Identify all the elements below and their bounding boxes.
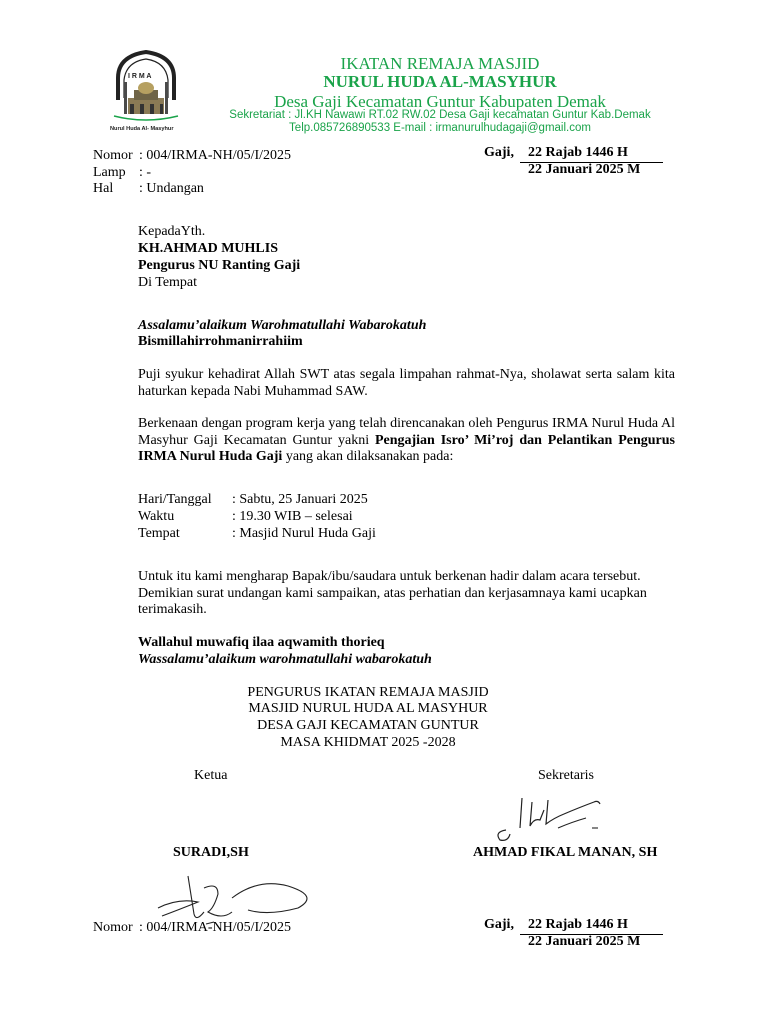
hal-label: Hal: [93, 181, 114, 196]
org-contact: Telp.085726890533 E-mail : irmanurulhudagaji@gmail.com: [289, 122, 591, 134]
event-row: [138, 509, 675, 526]
event-value: : 19.30 WIB – selesai: [232, 509, 353, 524]
org-name-line1: IKATAN REMAJA MASJID: [340, 54, 540, 73]
footer-date-masehi: 22 Januari 2025 M: [528, 934, 641, 949]
purpose-text-c: yang akan dilaksanakan pada:: [282, 449, 454, 464]
footer-date-hijri: 22 Rajab 1446 H: [520, 917, 663, 935]
meta-nomor: [93, 148, 291, 165]
recipient-greeting: KepadaYth.: [138, 224, 206, 239]
irma-logo: [104, 48, 188, 138]
footer-nomor: [93, 920, 291, 937]
secretary-name: AHMAD FIKAL MANAN, SH: [473, 845, 658, 860]
date-city: Gaji,: [484, 145, 514, 160]
purpose-event-name: Pengajian Isro’ Mi’roj dan Pelantikan Pengurus IRMA Nurul Huda Gaji: [138, 432, 675, 464]
org-address: Sekretariat : Jl.KH Nawawi RT.02 RW.02 Desa Gaji kecamatan Guntur Kab.Demak: [229, 109, 651, 121]
committee-line3: DESA GAJI KECAMATAN GUNTUR: [257, 718, 479, 733]
purpose-text-a: Berkenaan dengan program kerja yang telah direncanakan oleh Pengurus IRMA Nurul Huda Al Masyhur Gaji Kecamatan Guntur yakni: [138, 416, 675, 448]
lamp-value: : -: [139, 165, 152, 180]
footer-nomor-label: Nomor: [93, 920, 133, 935]
closing-line1: Wallahul muwafiq ilaa aqwamith thorieq: [138, 635, 385, 650]
date-masehi: 22 Januari 2025 M: [528, 162, 641, 177]
date-hijri: 22 Rajab 1446 H: [520, 145, 663, 163]
committee-line1: PENGURUS IKATAN REMAJA MASJID: [247, 685, 489, 700]
closing-salam: Wassalamu’alaikum warohmatullahi wabarokatuh: [138, 652, 432, 667]
chair-name: SURADI,SH: [173, 845, 249, 860]
event-label: Hari/Tanggal: [138, 492, 212, 507]
basmalah: Bismillahirrohmanirrahiim: [138, 334, 303, 349]
nomor-value: : 004/IRMA-NH/05/I/2025: [139, 148, 292, 163]
chair-title: Ketua: [194, 768, 228, 783]
lamp-label: Lamp: [93, 165, 126, 180]
recipient-place: Di Tempat: [138, 275, 198, 290]
secretary-title: Sekretaris: [538, 768, 594, 783]
footer-nomor-value: : 004/IRMA-NH/05/I/2025: [139, 920, 292, 935]
nomor-label: Nomor: [93, 148, 133, 163]
paragraph-closing: Untuk itu kami mengharap Bapak/ibu/saudara untuk berkenan hadir dalam acara tersebut. Demikian surat undangan kami sampaikan, atas perhatian dan kerjasamnaya kami ucapkan terimakasih.: [138, 569, 647, 617]
paragraph-opening: Puji syukur kehadirat Allah SWT atas segala limpahan rahmat-Nya, sholawat serta salam kita haturkan kepada Nabi Muhammad SAW.: [138, 367, 675, 399]
event-row: [138, 526, 675, 543]
logo-text-bottom: Nurul Huda Al- Masyhur: [110, 126, 174, 132]
org-name-line2: NURUL HUDA AL-MASYHUR: [323, 72, 557, 91]
secretary-signature: [488, 788, 618, 848]
event-label: Waktu: [138, 509, 175, 524]
meta-lamp: [93, 165, 151, 182]
footer-date-city: Gaji,: [484, 917, 514, 932]
committee-line4: MASA KHIDMAT 2025 -2028: [280, 735, 456, 750]
event-row: [138, 492, 675, 509]
recipient-position: Pengurus NU Ranting Gaji: [138, 258, 301, 273]
event-label: Tempat: [138, 526, 180, 541]
event-value: : Sabtu, 25 Januari 2025: [232, 492, 368, 507]
recipient-name: KH.AHMAD MUHLIS: [138, 241, 278, 256]
org-location: Desa Gaji Kecamatan Guntur Kabupaten Demak: [274, 92, 606, 111]
logo-text-top: I R M A: [128, 73, 152, 80]
paragraph-purpose: [138, 416, 675, 466]
event-value: : Masjid Nurul Huda Gaji: [232, 526, 376, 541]
hal-value: : Undangan: [139, 181, 204, 196]
meta-hal: [93, 181, 204, 198]
salam-opening: Assalamu’alaikum Warohmatullahi Wabarokatuh: [138, 318, 427, 333]
committee-line2: MASJID NURUL HUDA AL MASYHUR: [248, 701, 488, 716]
